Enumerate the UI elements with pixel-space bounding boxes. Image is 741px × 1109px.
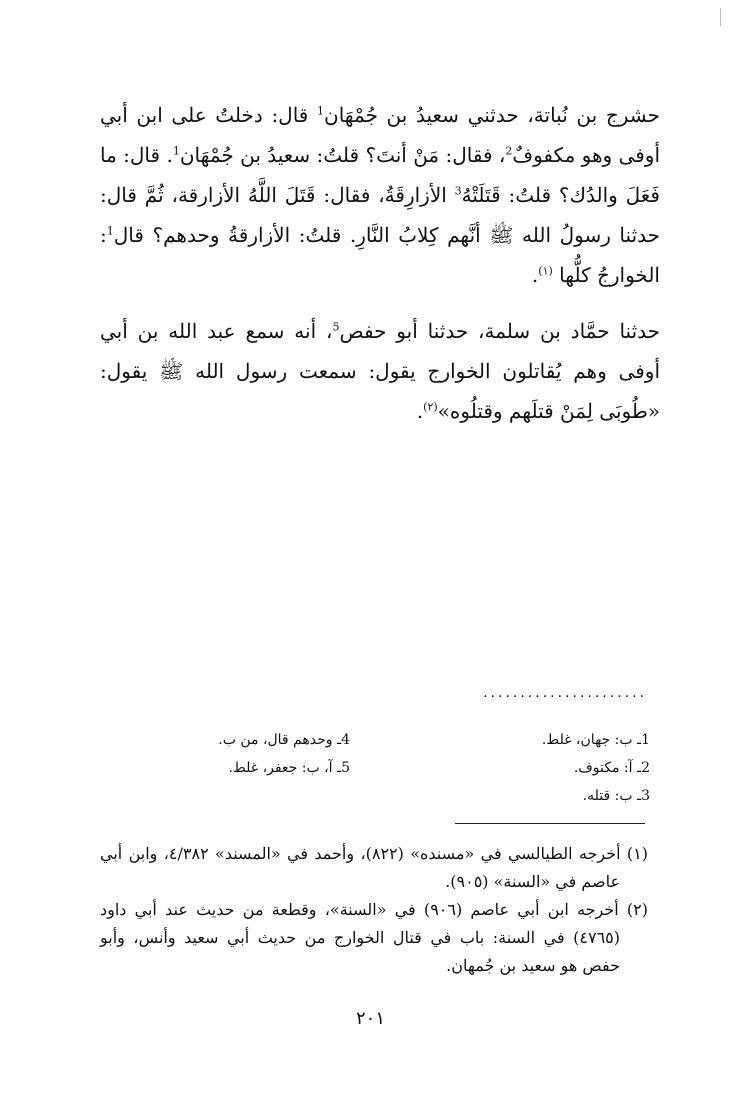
- footnote-1: (١) أخرجه الطيالسي في «مسنده» (٨٢٢)، وأحمد في «المسند» ٤/٣٨٢، وابن أبي عاصم في «السنة» (٩٠٥).: [100, 844, 649, 891]
- paragraph-2: [100, 311, 660, 431]
- para1-text-c: ، فقال: مَنْ أنتَ؟ قلتُ: سعيدُ بن جُمْهَان: [179, 143, 506, 167]
- footnote-ref[interactable]: (١): [538, 264, 553, 278]
- variant-note: 2ـ آ: مكتوف.: [573, 760, 650, 776]
- footnote-2: (٢) أخرجه ابن أبي عاصم (٩٠٦) في «السنة»، وقطعة من حديث عند أبي داود (٤٧٦٥) في السنة: باب في قتال الخوارج من حديث أبي سعيد وأنس، وأبو حفص هو سعيد بن جُمهان.: [100, 900, 649, 975]
- footnotes: [100, 840, 648, 980]
- page-number: ٢٠١: [355, 1008, 385, 1029]
- para1-text-d: . قال: ما فَعَلَ والدُك؟ قلتُ: قَتَلَتْهُ: [100, 143, 660, 207]
- dotted-divider: ......................: [483, 685, 647, 701]
- para1-text-e: الأزارِقَةُ، فقال: قَتَلَ اللَّهُ الأزارقة، ثُمَّ قال: حدثنا رسولُ الله ﷺ أنَّهم كِلابُ النَّارِ. قلتُ: الأزارقةُ وحدهم؟ قال: [100, 183, 660, 247]
- scan-mark: [720, 8, 721, 26]
- para1-text-f: : الخوارجُ كلُّها: [100, 223, 660, 287]
- para2-text-a: حدثنا حمَّاد بن سلمة، حدثنا أبو حفص: [339, 319, 660, 343]
- para1-text-b: قال: دخلتُ على ابن أبي أوفى وهو مكفوفٌ: [100, 103, 660, 167]
- variant-column-left: [120, 726, 350, 782]
- paragraph-1: [100, 95, 660, 295]
- para1-text-a: حشرج بن نُباتة، حدثني سعيدُ بن جُمْهَان: [324, 103, 660, 127]
- variant-note: 3ـ ب: قتله.: [582, 788, 650, 804]
- variant-ref: 1: [317, 104, 324, 118]
- main-text: [100, 95, 660, 447]
- para2-text-b: ، أنه سمع عبد الله بن أبي أوفى وهم يُقاتلون الخوارج يقول: سمعت رسول الله ﷺ يقول: «طُوبَى لِمَنْ قتلَهم وقتلُوه»: [100, 319, 660, 423]
- para1-end: .: [531, 263, 539, 287]
- variant-ref: 5: [332, 320, 340, 334]
- variant-ref: 1: [172, 144, 180, 158]
- variant-ref: 3: [454, 184, 462, 198]
- footnote-separator: [455, 823, 645, 824]
- variant-note: 4ـ وحدهم قال، من ب.: [218, 732, 350, 748]
- variant-note: 5ـ آ، ب: جعفر، غلط.: [228, 760, 350, 776]
- footnote-ref[interactable]: (٢): [423, 400, 438, 414]
- para2-end: .: [416, 399, 424, 423]
- variant-note: 1ـ ب: جهان، غلط.: [541, 732, 650, 748]
- variant-ref: 2: [505, 144, 513, 158]
- variant-ref: 1: [106, 224, 114, 238]
- variant-column-right: [420, 726, 650, 810]
